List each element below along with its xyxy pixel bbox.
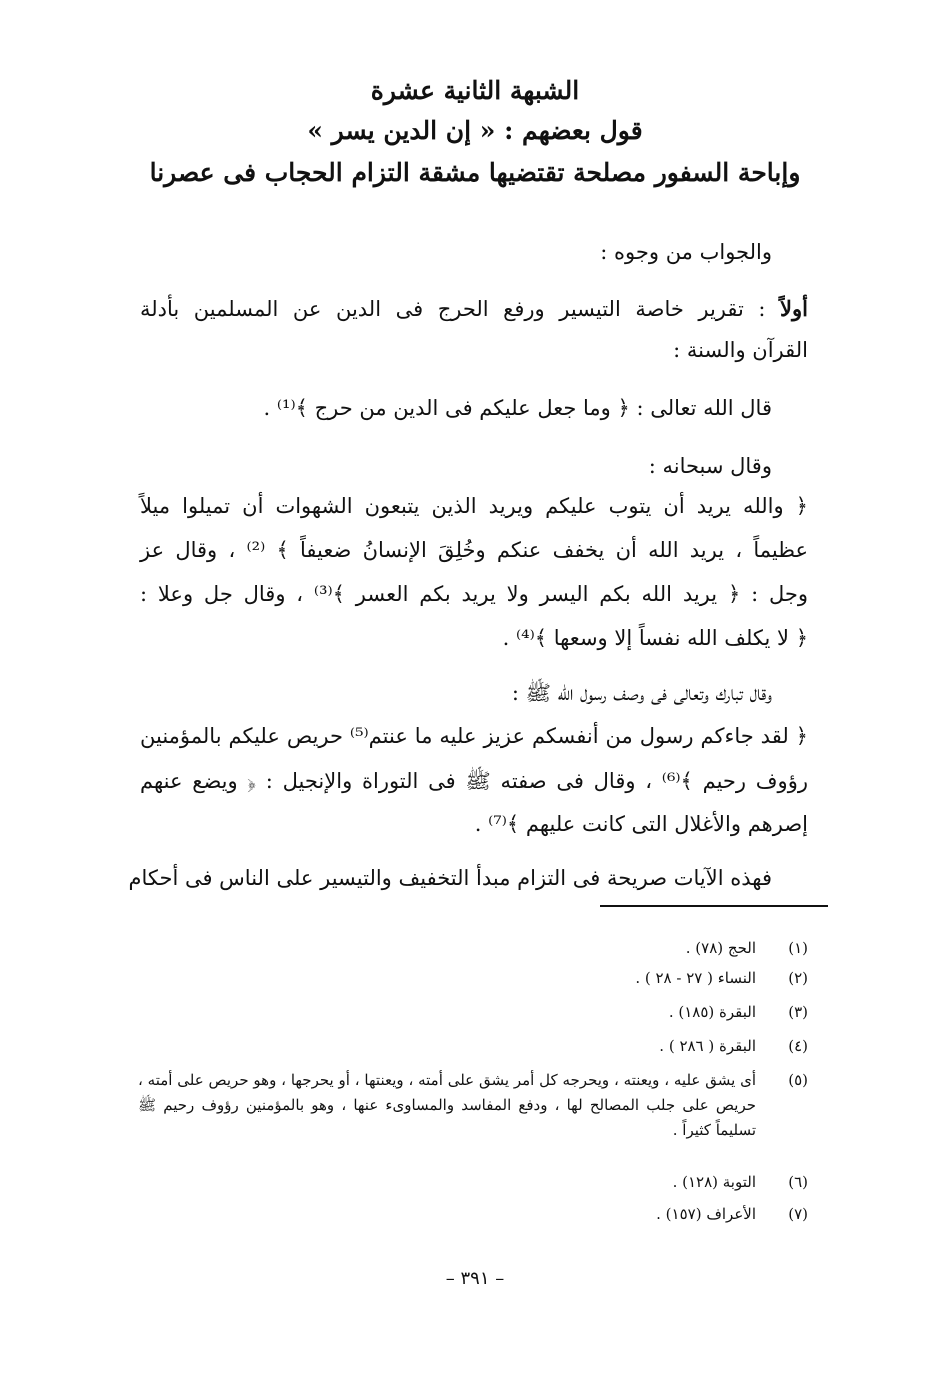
footnote-number: (٣) bbox=[788, 1003, 808, 1021]
footnote-item bbox=[138, 1202, 808, 1227]
footnote-item bbox=[138, 1034, 808, 1059]
quran-quote-1: قال الله تعالى : ﴿ وما جعل عليكم فى الدين من حرج ﴾⁽¹⁾ . bbox=[263, 396, 772, 420]
page-number: – ٣٩١ – bbox=[445, 1268, 505, 1289]
footnote-number: (٧) bbox=[788, 1205, 808, 1223]
chapter-subtitle: قول بعضهم : « إن الدين يسر » bbox=[307, 116, 643, 145]
paragraph-subhanahu: وقال سبحانه : bbox=[648, 454, 772, 478]
quran-quote-3-line3: إصرهم والأغلال التى كانت عليهم ﴾⁽⁷⁾ . bbox=[474, 812, 808, 836]
footnote-number: (٥) bbox=[788, 1071, 808, 1089]
footnote-separator bbox=[600, 905, 828, 907]
quran-quote-2-line3: وجل : ﴿ يريد الله بكم اليسر ولا يريد بكم العسر ﴾⁽³⁾ ، وقال جل وعلا : bbox=[140, 582, 808, 606]
footnote-item bbox=[138, 936, 808, 961]
footnote-text: النساء ( ٢٧ - ٢٨ ) . bbox=[635, 969, 756, 987]
paragraph-prophet-description: وقال تبارك وتعالى فى وصف رسول الله ﷺ : bbox=[511, 681, 772, 705]
footnote-text: الأعراف (١٥٧) . bbox=[656, 1205, 756, 1223]
first-point-label: أولاً bbox=[780, 296, 808, 321]
footnote-text: أى يشق عليه ، ويعنته ، ويحرجه كل أمر يشق على أمته ، ويعنتها ، أو يحرجها ، وهو حريص على أمته ، حريص على جلب المصالح لها ، ودفع المفاسد والمساوىء عنها ، وهو بالمؤمنين رؤوف رحيم ﷺ تسليماً كثيراً . bbox=[138, 1071, 756, 1139]
paragraph-intro: والجواب من وجوه : bbox=[600, 240, 772, 264]
footnote-number: (٦) bbox=[788, 1173, 808, 1191]
footnote-text: التوبة (١٢٨) . bbox=[672, 1173, 756, 1191]
footnote-item bbox=[138, 966, 808, 991]
quran-quote-3-line2: رؤوف رحيم ﴾⁽⁶⁾ ، وقال فى صفته ﷺ فى التوراة والإنجيل : ﴿ ويضع عنهم bbox=[140, 769, 808, 793]
footnote-number: (٤) bbox=[788, 1037, 808, 1055]
first-point-text-cont: القرآن والسنة : bbox=[673, 338, 808, 362]
quran-quote-2-line4: ﴿ لا يكلف الله نفساً إلا وسعها ﴾⁽⁴⁾ . bbox=[502, 626, 808, 650]
footnote-item bbox=[138, 1000, 808, 1025]
quran-quote-3-line1: ﴿ لقد جاءكم رسول من أنفسكم عزيز عليه ما عنتم⁽⁵⁾ حريص عليكم بالمؤمنين bbox=[140, 724, 808, 748]
quran-quote-2-line2: عظيماً ، يريد الله أن يخفف عنكم وخُلِقَ الإنسانُ ضعيفاً ﴾ ⁽²⁾ ، وقال عز bbox=[140, 538, 808, 562]
footnote-number: (٢) bbox=[788, 969, 808, 987]
footnote-item bbox=[138, 1170, 808, 1195]
chapter-title: الشبهة الثانية عشرة bbox=[370, 76, 580, 105]
quran-quote-2-line1: ﴿ والله يريد أن يتوب عليكم ويريد الذين يتبعون الشهوات أن تميلوا ميلاً bbox=[140, 494, 808, 518]
footnote-text: الحج (٧٨) . bbox=[685, 939, 756, 957]
first-point-text: : تقرير خاصة التيسير ورفع الحرج فى الدين عن المسلمين بأدلة bbox=[140, 297, 781, 321]
paragraph-first-point bbox=[140, 296, 808, 321]
chapter-subtitle-2: وإباحة السفور مصلحة تقتضيها مشقة التزام الحجاب فى عصرنا bbox=[149, 158, 801, 187]
paragraph-conclusion: فهذه الآيات صريحة فى التزام مبدأ التخفيف والتيسير على الناس فى أحكام bbox=[128, 866, 772, 890]
footnote-text: البقرة ( ٢٨٦ ) . bbox=[659, 1037, 756, 1055]
footnote-item bbox=[138, 1068, 808, 1143]
footnote-text: البقرة (١٨٥) . bbox=[668, 1003, 756, 1021]
footnote-number: (١) bbox=[788, 939, 808, 957]
